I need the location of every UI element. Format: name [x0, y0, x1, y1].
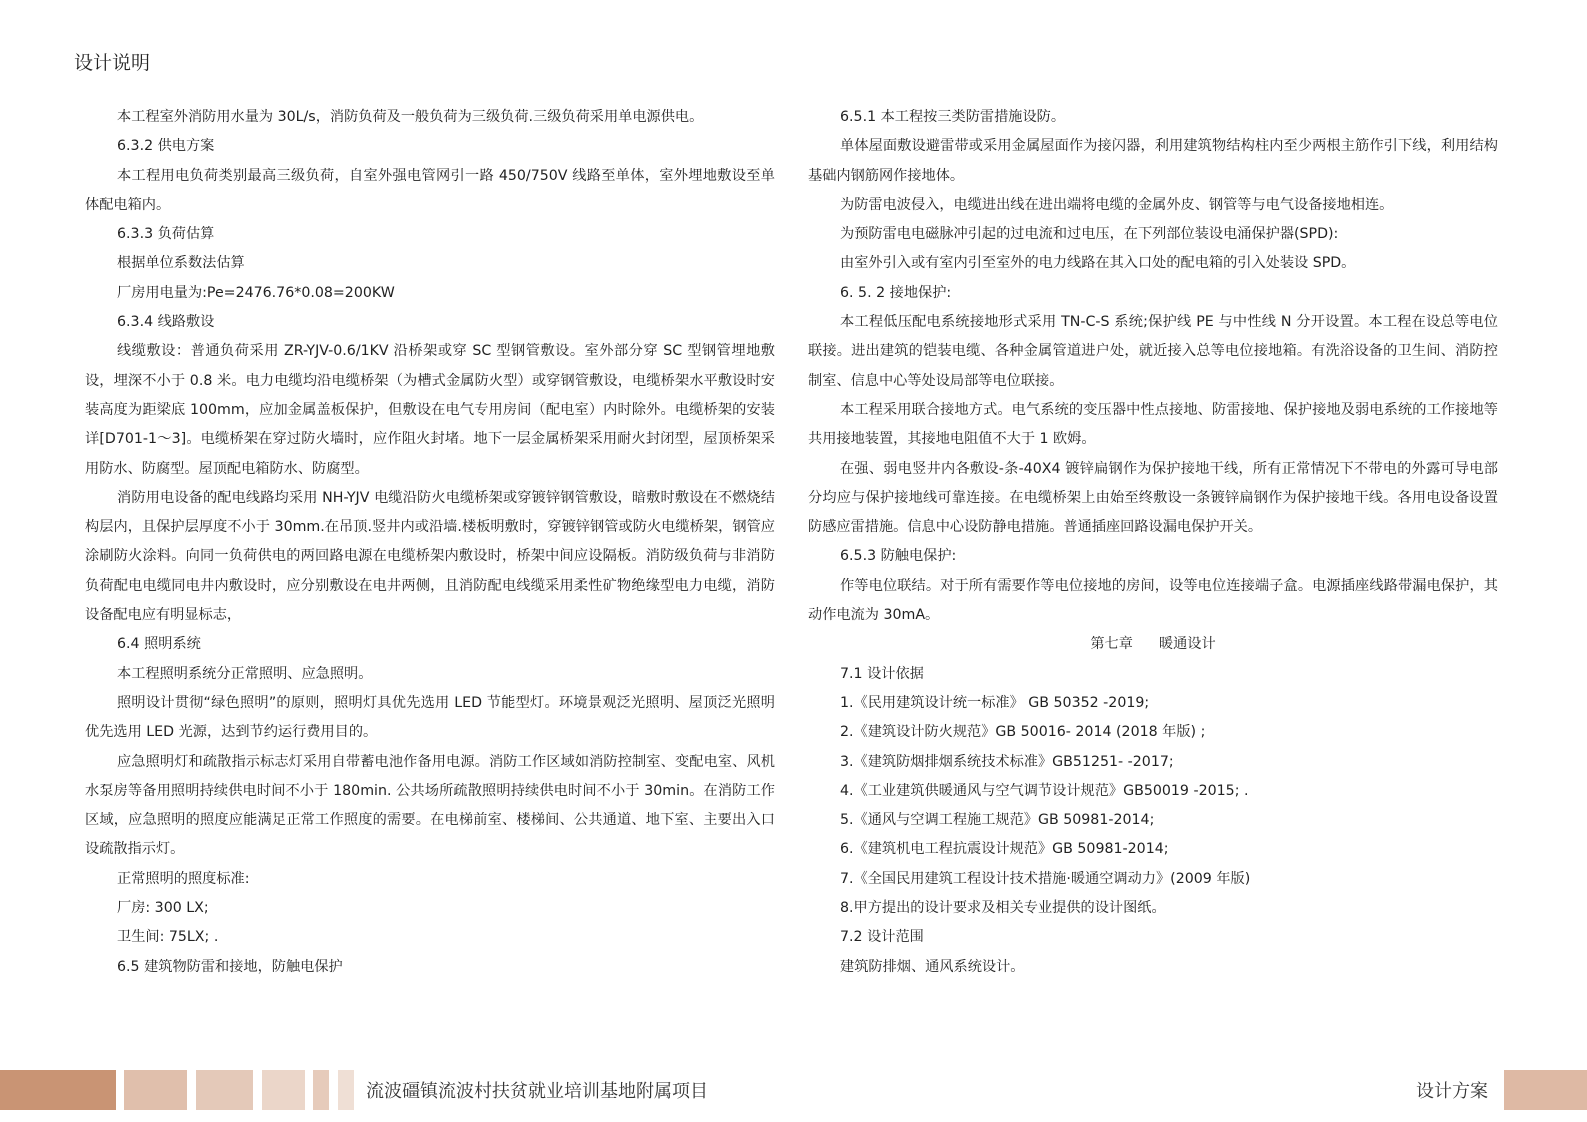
footer-block-2: [124, 1070, 187, 1110]
paragraph: 6.3.4 线路敷设: [117, 314, 215, 331]
paragraph: 6. 5. 2 接地保护:: [840, 284, 952, 301]
paragraph: 由室外引入或有室内引至室外的电力线路在其入口处的配电箱的引入处装设 SPD。: [840, 255, 1356, 272]
paragraph: 8.甲方提出的设计要求及相关专业提供的设计图纸。: [840, 900, 1166, 917]
paragraph: 建筑防排烟、通风系统设计。: [840, 958, 1025, 975]
paragraph: 根据单位系数法估算: [117, 255, 245, 272]
paragraph: 在强、弱电竖井内各敷设-条-40X4 镀锌扁钢作为保护接地干线，所有正常情况下不带电的外露可导电部分均应与保护接地线可靠连接。在电缆桥架上由始至终敷设一条镀锌扁钢作为保护接地干线。各用电设备设置防感应雷措施。信息中心设防静电措施。普通插座回路设漏电保护开关。: [808, 460, 1498, 536]
paragraph: 作等电位联结。对于所有需要作等电位接地的房间，设等电位连接端子盒。电源插座线路带漏电保护，其动作电流为 30mA。: [808, 577, 1498, 624]
paragraph: 6.4 照明系统: [117, 636, 201, 653]
page-title: 设计说明: [74, 52, 151, 74]
paragraph: 6.5.1 本工程按三类防雷措施设防。: [840, 109, 1066, 125]
paragraph: 7.《全国民用建筑工程设计技术措施·暖通空调动力》(2009 年版): [840, 870, 1251, 887]
chapter-title: 暖通设计: [1158, 636, 1216, 653]
paragraph: 应急照明灯和疏散指示标志灯采用自带蓄电池作备用电源。消防工作区域如消防控制室、变配电室、风机水泵房等备用照明持续供电时间不小于 180min. 公共场所疏散照明持续供电时间不小于 30min。在消防工作区域，应急照明的照度应能满足正常工作照度的需要。在电梯前室、楼梯间、公共通道、地下室、主要出入口设疏散指示灯。: [85, 753, 775, 858]
paragraph: 4.《工业建筑供暖通风与空气调节设计规范》GB50019 -2015; .: [840, 782, 1249, 799]
footer-block-6: [338, 1070, 354, 1110]
paragraph: 本工程室外消防用水量为 30L/s，消防负荷及一般负荷为三级负荷.三级负荷采用单电源供电。: [117, 109, 704, 125]
footer-block-5: [313, 1070, 329, 1110]
footer-block-4: [262, 1070, 305, 1110]
paragraph: 厂房用电量为:Pe=2476.76*0.08=200KW: [117, 284, 395, 301]
paragraph: 本工程低压配电系统接地形式采用 TN-C-S 系统;保护线 PE 与中性线 N 分开设置。本工程在设总等电位联接。进出建筑的铠装电缆、各种金属管道进户处，就近接入总等电位接地箱。有洗浴设备的卫生间、消防控制室、信息中心等处设局部等电位联接。: [808, 314, 1498, 389]
footer-block-right: [1504, 1070, 1587, 1110]
footer-bar: [0, 1070, 1587, 1110]
footer-project-name: 流波礓镇流波村扶贫就业培训基地附属项目: [366, 1081, 708, 1102]
paragraph: 本工程采用联合接地方式。电气系统的变压器中性点接地、防雷接地、保护接地及弱电系统的工作接地等共用接地装置，其接地电阻值不大于 1 欧姆。: [808, 401, 1498, 448]
paragraph: 为预防雷电电磁脉冲引起的过电流和过电压，在下列部位装设电涌保护器(SPD):: [840, 226, 1339, 243]
paragraph: 正常照明的照度标准:: [117, 870, 250, 887]
paragraph: 2.《建筑设计防火规范》GB 50016- 2014 (2018 年版) ;: [840, 724, 1206, 741]
paragraph: 照明设计贯彻“绿色照明”的原则，照明灯具优先选用 LED 节能型灯。环境景观泛光照明、屋顶泛光照明优先选用 LED 光源，达到节约运行费用目的。: [85, 694, 775, 741]
paragraph: 线缆敷设：普通负荷采用 ZR-YJV-0.6/1KV 沿桥架或穿 SC 型钢管敷设。室外部分穿 SC 型钢管埋地敷设，埋深不小于 0.8 米。电力电缆均沿电缆桥架（为槽式金属防火型）或穿钢管敷设，电缆桥架水平敷设时安装高度为距梁底 100mm，应加金属盖板保护，但敷设在电气专用房间（配电室）内时除外。电缆桥架的安装详[D701-1～3]。电缆桥架在穿过防火墙时，应作阻火封堵。地下一层金属桥架采用耐火封闭型，屋顶桥架采用防水、防腐型。屋顶配电箱防水、防腐型。: [85, 343, 775, 477]
paragraph: 6.5.3 防触电保护:: [840, 548, 957, 565]
chapter-number: 第七章: [1090, 636, 1133, 653]
left-column: [85, 103, 775, 982]
paragraph: 6.3.2 供电方案: [117, 138, 215, 155]
paragraph: 3.《建筑防烟排烟系统技术标准》GB51251- -2017;: [840, 753, 1174, 770]
paragraph: 单体屋面敷设避雷带或采用金属屋面作为接闪器，利用建筑物结构柱内至少两根主筋作引下线，利用结构基础内钢筋网作接地体。: [808, 138, 1498, 184]
right-column: [808, 103, 1498, 982]
paragraph: 为防雷电波侵入，电缆进出线在进出端将电缆的金属外皮、钢管等与电气设备接地相连。: [840, 196, 1394, 213]
paragraph: 1.《民用建筑设计统一标准》 GB 50352 -2019;: [840, 694, 1150, 711]
paragraph: 7.1 设计依据: [840, 665, 924, 682]
chapter-heading: [808, 630, 1498, 659]
paragraph: 7.2 设计范围: [840, 929, 924, 946]
paragraph: 6.《建筑机电工程抗震设计规范》GB 50981-2014;: [840, 841, 1169, 858]
paragraph: 卫生间: 75LX; .: [117, 929, 219, 946]
paragraph: 5.《通风与空调工程施工规范》GB 50981-2014;: [840, 812, 1155, 829]
paragraph: 厂房: 300 LX;: [117, 900, 209, 917]
footer-block-3: [196, 1070, 253, 1110]
paragraph: 本工程用电负荷类别最高三级负荷，自室外强电管网引一路 450/750V 线路至单体，室外埋地敷设至单体配电箱内。: [85, 167, 775, 213]
paragraph: 6.3.3 负荷估算: [117, 226, 215, 243]
footer-section-label: 设计方案: [1416, 1081, 1488, 1102]
paragraph: 消防用电设备的配电线路均采用 NH-YJV 电缆沿防火电缆桥架或穿镀锌钢管敷设，暗敷时敷设在不燃烧结构层内，且保护层厚度不小于 30mm.在吊顶.竖井内或沿墙.楼板明敷时，穿镀锌钢管或防火电缆桥架，钢管应涂刷防火涂料。向同一负荷供电的两回路电源在电缆桥架内敷设时，桥架中间应设隔板。消防级负荷与非消防负荷配电电缆同电井内敷设时，应分别敷设在电井两侧，且消防配电线缆采用柔性矿物绝缘型电力电缆，消防设备配电应有明显标志，: [85, 489, 775, 624]
paragraph: 本工程照明系统分正常照明、应急照明。: [117, 665, 373, 682]
footer-block-1: [0, 1070, 116, 1110]
paragraph: 6.5 建筑物防雷和接地，防触电保护: [117, 958, 343, 975]
